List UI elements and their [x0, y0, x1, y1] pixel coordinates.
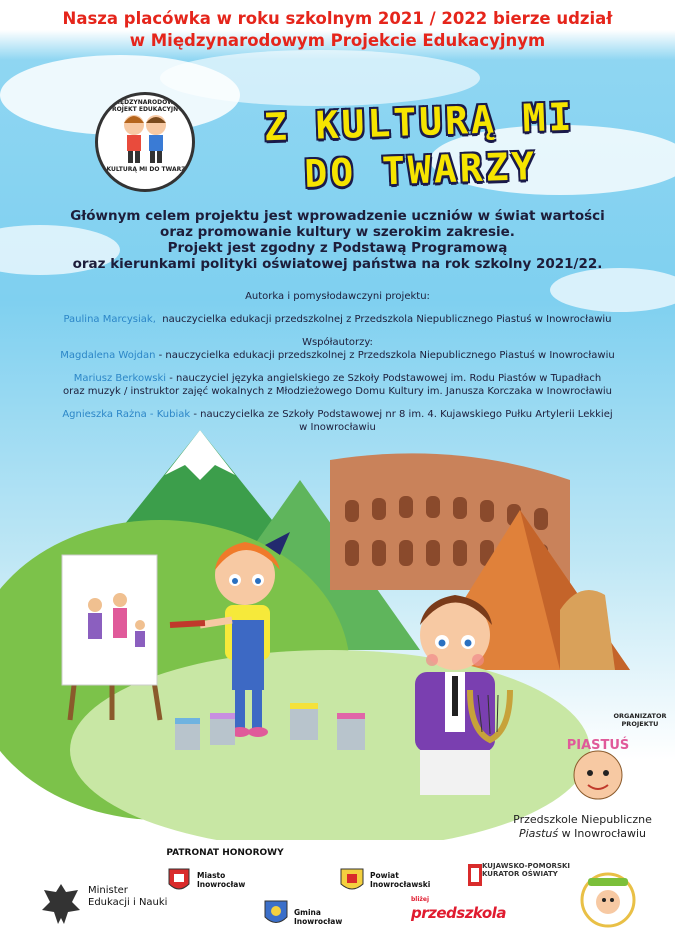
- intro-line-4: oraz kierunkami polityki oświatowej państwa na rok szkolny 2021/22.: [72, 256, 603, 272]
- powiat-line-2: Inowrocławski: [370, 880, 431, 889]
- piastus-logo-text: PIASTUŚ: [566, 738, 630, 753]
- coauthor-name: Agnieszka Rażna - Kubiak: [62, 409, 191, 420]
- kurator-line-2: KURATOR OŚWIATY: [482, 870, 558, 878]
- gmina-label: [294, 908, 342, 926]
- organizer-label: [595, 712, 675, 728]
- coauthor-desc: - nauczyciel języka angielskiego ze Szkoły Podstawowej im. Rodu Piastów w Tupadłach: [169, 373, 602, 384]
- powiat-crest-icon: [340, 868, 364, 894]
- header-line-1: Nasza placówka w roku szkolnym 2021 / 2022 bierze udział: [62, 9, 613, 28]
- credits: [0, 290, 675, 434]
- kurator-logo-icon: [468, 864, 482, 886]
- coauthor-desc: - nauczycielka ze Szkoły Podstawowej nr 8 im. 4. Kujawskiego Pułku Artylerii Lekkiej: [193, 409, 613, 420]
- coauthor-name: Mariusz Berkowski: [73, 373, 167, 384]
- intro-text: [0, 208, 675, 272]
- powiat-label: [370, 871, 430, 889]
- title-line-2: DO TWARZY: [303, 143, 538, 197]
- kurator-line-1: KUJAWSKO-POMORSKI: [482, 862, 571, 870]
- intro-line-1: Głównym celem projektu jest wprowadzenie uczniów w świat wartości: [70, 208, 605, 224]
- organizer-name-2: [500, 827, 665, 841]
- coauthor-desc: - nauczycielka edukacji przedszkolnej z Przedszkola Niepublicznego Piastuś w Inowrocławiu: [158, 350, 615, 361]
- header: [0, 8, 675, 52]
- header-line-2: w Międzynarodowym Projekcie Edukacyjnym: [129, 31, 546, 50]
- kurator-label: [482, 862, 570, 878]
- coauthors-heading: Współautorzy:: [302, 337, 373, 348]
- kids-illustration: [116, 109, 176, 167]
- gmina-line-1: Gmina: [294, 908, 321, 917]
- miasto-crest-icon: [168, 868, 190, 894]
- gmina-line-2: Inowrocław: [294, 917, 343, 926]
- miasto-label: [197, 871, 245, 889]
- intro-line-2: oraz promowanie kultury w szerokim zakresie.: [160, 224, 515, 240]
- sphinx: [560, 590, 615, 670]
- powiat-line-1: Powiat: [370, 871, 399, 880]
- project-title: [218, 91, 621, 201]
- coauthor-desc-cont: w Inowrocławiu: [299, 422, 376, 433]
- logo-ring-top: MIĘDZYNARODOWY PROJEKT EDUKACYJNY: [107, 99, 183, 113]
- miasto-line-1: Miasto: [197, 871, 226, 880]
- coauthor-name: Magdalena Wojdan: [60, 350, 156, 361]
- organizer-name-rest: w Inowrocławiu: [558, 827, 647, 840]
- minister-label: [88, 885, 167, 909]
- title-line-1: Z KULTURĄ MI: [263, 94, 576, 150]
- intro-line-3: Projekt jest zgodny z Podstawą Programową: [167, 240, 508, 256]
- organizer-name-italic: Piastuś: [518, 827, 559, 840]
- coauthor-line: [0, 349, 675, 362]
- kindergarten-badge-icon: [578, 868, 638, 928]
- organizer-name: [500, 813, 665, 841]
- organizer-label-2: PROJEKTU: [621, 720, 659, 728]
- minister-line-1: Minister: [88, 885, 128, 896]
- minister-line-2: Edukacji i Nauki: [88, 897, 168, 908]
- author-name: Paulina Marcysiak,: [63, 314, 156, 325]
- organizer-name-1: Przedszkole Niepubliczne: [513, 813, 652, 826]
- project-logo: [95, 92, 195, 192]
- miasto-line-2: Inowrocław: [197, 880, 246, 889]
- author-desc: nauczycielka edukacji przedszkolnej z Przedszkola Niepublicznego Piastuś w Inowrocławiu: [162, 314, 612, 325]
- author-heading: Autorka i pomysłodawczyni projektu:: [245, 291, 430, 302]
- magazine-logo: przedszkola: [411, 904, 506, 922]
- piastus-logo: [560, 735, 635, 805]
- gmina-crest-icon: [264, 900, 288, 928]
- author-line: [0, 313, 675, 326]
- coauthor-desc-cont: oraz muzyk / instruktor zajęć wokalnych z Młodzieżowego Domu Kultury im. Janusza Korczaka w Inowrocławiu: [62, 386, 613, 397]
- coauthor-line: [0, 372, 675, 385]
- organizer-label-1: ORGANIZATOR: [613, 712, 667, 720]
- logo-ring-bottom: Z KULTURĄ MI DO TWARZY: [100, 166, 190, 173]
- patronage-heading: PATRONAT HONOROWY: [166, 848, 284, 858]
- magazine-small: bliżej: [411, 896, 430, 903]
- eagle-emblem-icon: [40, 880, 82, 928]
